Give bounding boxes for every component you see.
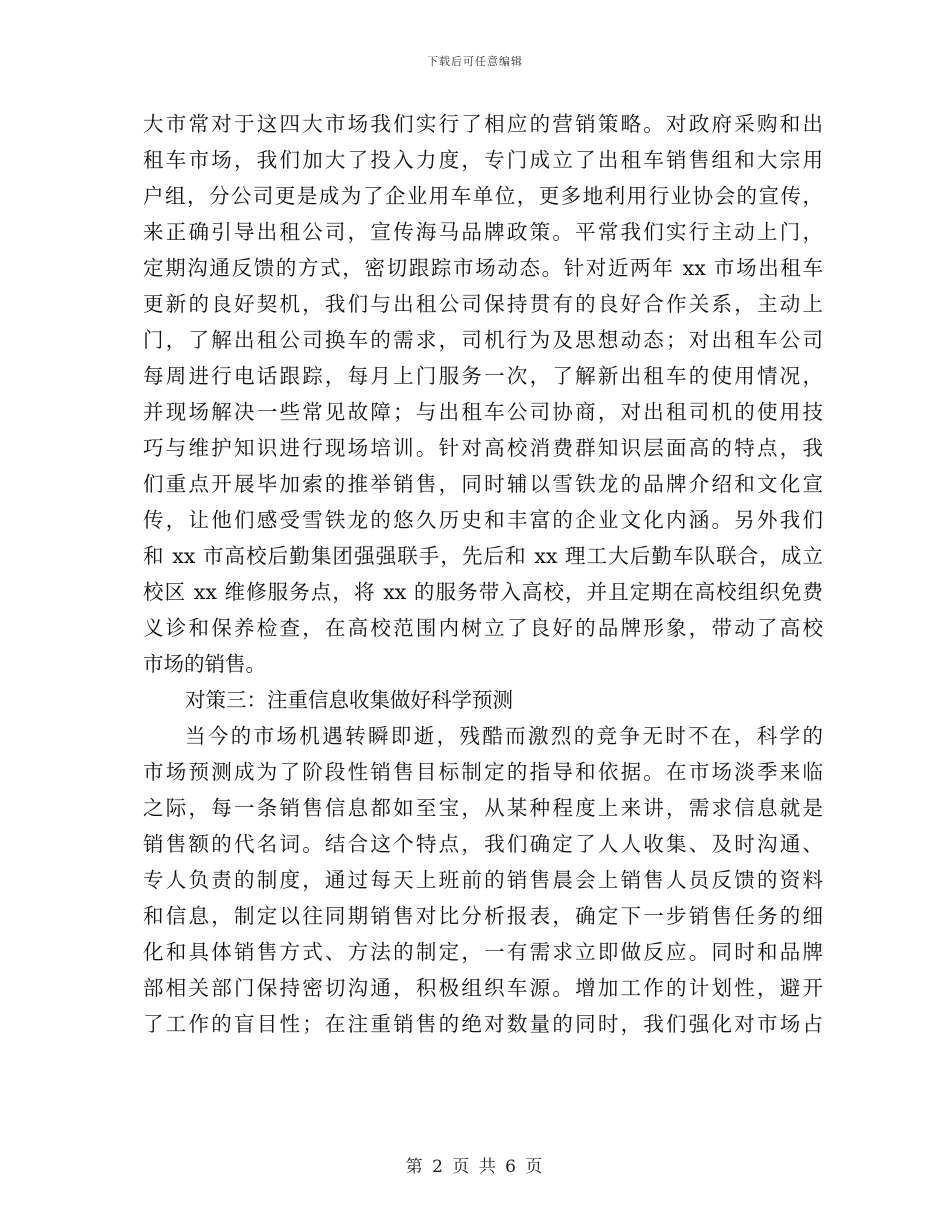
body-line: 化和具体销售方式、方法的制定，一有需求立即做反应。同时和品牌: [143, 940, 823, 964]
body-line: 每周进行电话跟踪，每月上门服务一次，了解新出租车的使用情况，: [143, 364, 823, 388]
body-line: 市场预测成为了阶段性销售目标制定的指导和依据。在市场淡季来临: [143, 760, 823, 784]
body-line: 更新的良好契机，我们与出租公司保持贯有的良好合作关系，主动上: [143, 292, 823, 316]
body-line: 户组，分公司更是成为了企业用车单位，更多地利用行业协会的宣传，: [143, 184, 823, 208]
page-header: 下载后可任意编辑: [427, 55, 523, 68]
body-line: 之际，每一条销售信息都如至宝，从某种程度上来讲，需求信息就是: [143, 796, 823, 820]
body-line: 门，了解出租公司换车的需求，司机行为及思想动态；对出租车公司: [143, 328, 823, 352]
body-line: 租车市场，我们加大了投入力度，专门成立了出租车销售组和大宗用: [143, 148, 823, 172]
section-heading: 对策三：注重信息收集做好科学预测: [185, 688, 513, 712]
body-line: 们重点开展毕加索的推举销售，同时辅以雪铁龙的品牌介绍和文化宣: [143, 472, 823, 496]
body-line: 来正确引导出租公司，宣传海马品牌政策。平常我们实行主动上门，: [143, 220, 823, 244]
body-line: 义诊和保养检查，在高校范围内树立了良好的品牌形象，带动了高校: [143, 616, 823, 640]
document-body: [143, 106, 823, 1042]
body-line: 了工作的盲目性；在注重销售的绝对数量的同时，我们强化对市场占: [143, 1012, 823, 1036]
body-line: 校区 xx 维修服务点，将 xx 的服务带入高校，并且定期在高校组织免费: [143, 580, 823, 604]
page-footer: 第 2 页 共 6 页: [405, 1157, 545, 1177]
body-line: 巧与维护知识进行现场培训。针对高校消费群知识层面高的特点，我: [143, 436, 823, 460]
body-line: 专人负责的制度，通过每天上班前的销售晨会上销售人员反馈的资料: [143, 868, 823, 892]
body-line: 当今的市场机遇转瞬即逝，残酷而激烈的竞争无时不在，科学的: [185, 724, 823, 748]
body-line: 和信息，制定以往同期销售对比分析报表，确定下一步销售任务的细: [143, 904, 823, 928]
body-line: 部相关部门保持密切沟通，积极组织车源。增加工作的计划性，避开: [143, 976, 823, 1000]
body-line: 销售额的代名词。结合这个特点，我们确定了人人收集、及时沟通、: [143, 832, 823, 856]
body-line: 传，让他们感受雪铁龙的悠久历史和丰富的企业文化内涵。另外我们: [143, 508, 823, 532]
body-line: 和 xx 市高校后勤集团强强联手，先后和 xx 理工大后勤车队联合，成立: [143, 544, 823, 568]
body-line: 定期沟通反馈的方式，密切跟踪市场动态。针对近两年 xx 市场出租车: [143, 256, 823, 280]
body-line: 大市常对于这四大市场我们实行了相应的营销策略。对政府采购和出: [143, 112, 823, 136]
body-line: 市场的销售。: [143, 652, 266, 676]
body-line: 并现场解决一些常见故障；与出租车公司协商，对出租司机的使用技: [143, 400, 823, 424]
